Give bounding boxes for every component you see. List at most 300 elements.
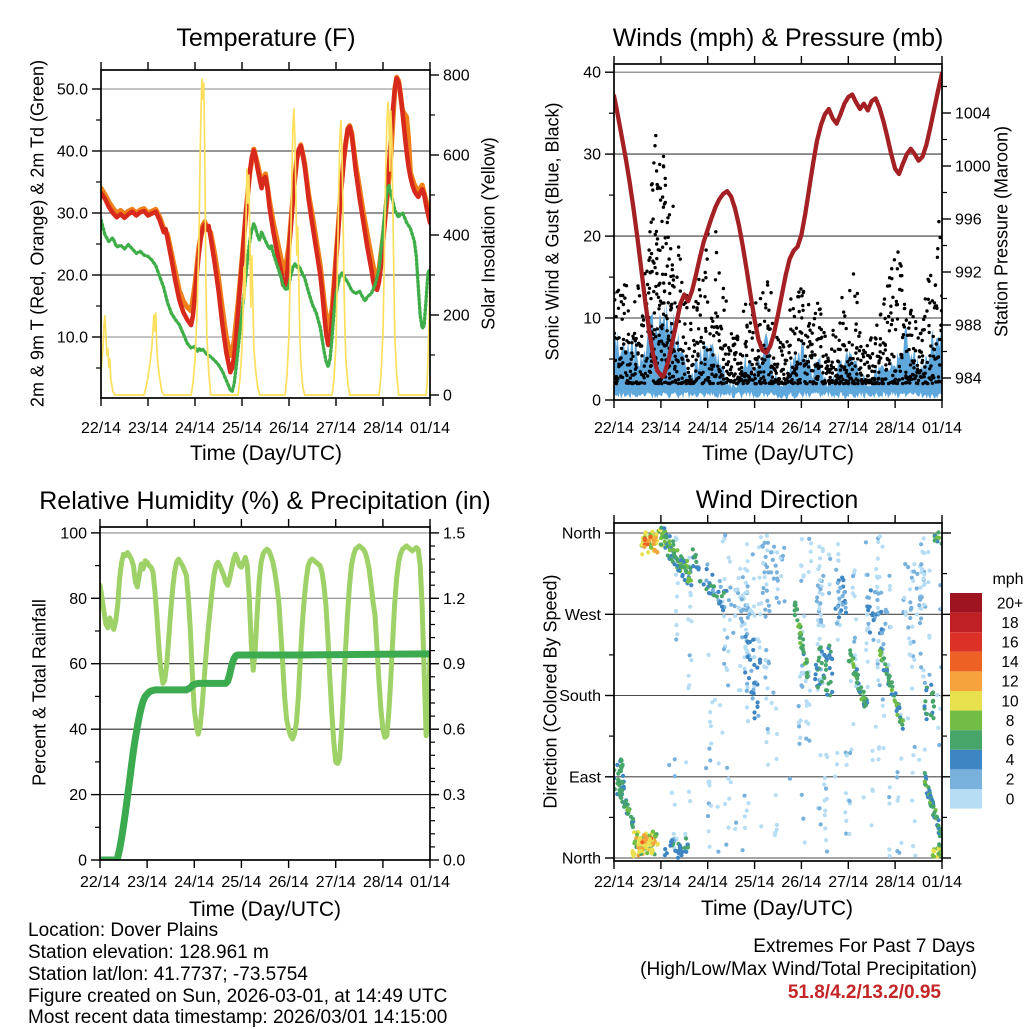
gust-dot — [866, 344, 869, 347]
gust-dot — [764, 306, 767, 309]
wind-dot — [745, 542, 749, 546]
gust-dot — [677, 378, 680, 381]
gust-dot — [665, 329, 668, 332]
pressure-right-axis-label: Station Pressure (Maroon) — [991, 125, 1012, 338]
footer-data-timestamp: Most recent data timestamp: 2026/03/01 14:15:00 — [28, 1007, 448, 1028]
gust-dot — [924, 297, 927, 300]
wind-dot — [932, 810, 936, 814]
wind-dot — [919, 562, 923, 566]
gust-dot — [683, 322, 686, 325]
wind-dot — [797, 721, 801, 725]
gust-dot — [622, 342, 625, 345]
wind-dot — [874, 725, 878, 729]
gust-dot — [807, 365, 810, 368]
gust-dot — [877, 382, 880, 385]
gust-dot — [640, 344, 643, 347]
gust-dot — [927, 324, 930, 327]
wind-dot — [741, 575, 745, 579]
gust-dot — [802, 359, 805, 362]
gust-dot — [934, 284, 937, 287]
wind-dot — [841, 602, 845, 606]
wind-dot — [635, 833, 639, 837]
gust-dot — [795, 327, 798, 330]
gust-dot — [622, 338, 625, 341]
gust-dot — [634, 372, 637, 375]
gust-dot — [887, 315, 890, 318]
wind-dot — [887, 847, 891, 851]
gust-dot — [650, 364, 653, 367]
gust-dot — [755, 358, 758, 361]
wind-dot — [752, 681, 756, 685]
wind-dot — [847, 832, 851, 836]
gust-dot — [890, 323, 893, 326]
gust-dot — [902, 333, 905, 336]
gust-dot — [811, 331, 814, 334]
wind-dot — [752, 691, 756, 695]
wind-dot — [679, 558, 683, 562]
wind-dot — [930, 692, 934, 696]
wind-dot — [684, 760, 688, 764]
wind-dot — [866, 573, 870, 577]
gust-dot — [914, 349, 917, 352]
wind-dot — [775, 757, 779, 761]
wind-dot — [704, 766, 708, 770]
wind-dot — [816, 659, 820, 663]
x-tick-label: 23/14 — [127, 420, 169, 437]
wind-dot — [937, 743, 941, 747]
gust-dot — [704, 248, 707, 251]
wind-dot — [866, 608, 870, 612]
wind-dot — [687, 790, 691, 794]
wind-dot — [867, 596, 871, 600]
wind-dot — [675, 632, 679, 636]
wind-dot — [818, 806, 822, 810]
wind-dot — [887, 801, 891, 805]
gust-dot — [811, 369, 814, 372]
wind-dot — [659, 543, 663, 547]
wind-dot — [651, 830, 655, 834]
wind-dot — [901, 719, 905, 723]
gust-dot — [852, 272, 855, 275]
gust-dot — [691, 355, 694, 358]
wind-dot — [827, 553, 831, 557]
wind-dot — [848, 799, 852, 803]
left-tick-label: 40.0 — [56, 143, 88, 161]
gust-dot — [813, 353, 816, 356]
wind-dot — [828, 582, 832, 586]
wind-dot — [823, 776, 827, 780]
wind-dot — [821, 574, 825, 578]
gust-dot — [904, 371, 907, 374]
wind-dot — [926, 550, 930, 554]
wind-dot — [808, 689, 812, 693]
gust-dot — [730, 365, 733, 368]
wind-dot — [747, 676, 751, 680]
gust-dot — [714, 373, 717, 376]
gust-dot — [879, 356, 882, 359]
gust-dot — [857, 335, 860, 338]
wind-dot — [877, 575, 881, 579]
gust-dot — [721, 374, 724, 377]
gust-dot — [655, 292, 658, 295]
gust-dot — [621, 361, 624, 364]
wind-dot — [926, 580, 930, 584]
wind-dot — [721, 608, 725, 612]
wind-dot — [829, 680, 833, 684]
wind-dot — [755, 666, 759, 670]
gust-dot — [932, 335, 935, 338]
humidity_precip-panel — [60, 519, 465, 891]
gust-dot — [679, 257, 682, 260]
wind-dot — [741, 848, 745, 852]
gust-dot — [657, 296, 660, 299]
gust-dot — [785, 340, 788, 343]
gust-dot — [716, 382, 719, 385]
gust-dot — [907, 348, 910, 351]
x-tick-label: 24/14 — [174, 420, 216, 437]
gust-dot — [638, 294, 641, 297]
gust-dot — [893, 258, 896, 261]
left-tick-label: 0 — [78, 852, 87, 870]
x-tick-label: 22/14 — [80, 420, 122, 437]
gust-dot — [903, 303, 906, 306]
gust-dot — [822, 331, 825, 334]
gust-dot — [875, 324, 878, 327]
gust-dot — [692, 305, 695, 308]
wind-dot — [872, 618, 876, 622]
gust-dot — [900, 356, 903, 359]
gust-dot — [623, 296, 626, 299]
wind-dot — [902, 596, 906, 600]
gust-dot — [938, 338, 941, 341]
right-tick-label: 0.9 — [443, 656, 466, 674]
wind-dot — [923, 681, 927, 685]
wind-dot — [911, 753, 915, 757]
gust-dot — [686, 367, 689, 370]
wind-dot — [774, 564, 778, 568]
gust-dot — [744, 345, 747, 348]
wind-dot — [674, 623, 678, 627]
gust-dot — [745, 354, 748, 357]
wind-dot — [816, 567, 820, 571]
gust-dot — [620, 347, 623, 350]
wind-dot — [738, 664, 742, 668]
wind-dot — [930, 798, 934, 802]
wind-dot — [890, 692, 894, 696]
wind-dot — [933, 538, 937, 542]
wind-dot — [766, 731, 770, 735]
speed-colorbar-legend — [950, 593, 1023, 809]
gust-dot — [667, 236, 670, 239]
wind-dot — [895, 775, 899, 779]
gust-dot — [808, 322, 811, 325]
wind-dot — [770, 701, 774, 705]
wind-dot — [676, 568, 680, 572]
wind-dot — [815, 599, 819, 603]
wind-dot — [708, 720, 712, 724]
wind-dot — [827, 591, 831, 595]
gust-dot — [631, 355, 634, 358]
2m_temperature_red-line — [101, 78, 430, 372]
wind-dot — [643, 538, 647, 542]
gust-dot — [914, 327, 917, 330]
wind-dot — [734, 821, 738, 825]
gust-dot — [623, 312, 626, 315]
wind-dot — [709, 804, 713, 808]
gust-dot — [824, 335, 827, 338]
wind-dot — [876, 557, 880, 561]
gust-dot — [884, 377, 887, 380]
solar-right-axis-label: Solar Insolation (Yellow) — [478, 137, 499, 330]
wind-dot — [889, 625, 893, 629]
gust-dot — [660, 220, 663, 223]
wind-dot — [716, 850, 720, 854]
gust-dot — [879, 337, 882, 340]
wind-dot — [918, 621, 922, 625]
gust-dot — [712, 382, 715, 385]
wind-dot — [878, 653, 882, 657]
wind-dot — [895, 713, 899, 717]
gust-dot — [772, 356, 775, 359]
wind-dot — [880, 631, 884, 635]
wind-dot — [709, 724, 713, 728]
wind-dot — [912, 658, 916, 662]
gust-dot — [778, 377, 781, 380]
gust-dot — [734, 351, 737, 354]
wind-dot — [679, 554, 683, 558]
gust-dot — [853, 295, 856, 298]
gust-dot — [657, 307, 660, 310]
gust-dot — [929, 364, 932, 367]
gust-dot — [703, 363, 706, 366]
wind-dot — [836, 590, 840, 594]
wind-dot — [793, 603, 797, 607]
gust-dot — [848, 341, 851, 344]
wind-dot — [871, 758, 875, 762]
gust-dot — [888, 362, 891, 365]
gust-dot — [874, 365, 877, 368]
wind-dot — [818, 601, 822, 605]
gust-dot — [652, 290, 655, 293]
wind-dot — [897, 851, 901, 855]
legend-swatch — [950, 711, 982, 731]
left-tick-label: 80 — [69, 590, 87, 608]
gust-dot — [741, 354, 744, 357]
gust-dot — [718, 271, 721, 274]
gust-dot — [736, 336, 739, 339]
gust-dot — [654, 233, 657, 236]
wind-dot — [723, 533, 727, 537]
gust-dot — [911, 315, 914, 318]
legend-entry-label: 16 — [1001, 634, 1019, 652]
legend-swatch — [950, 671, 982, 691]
wind-dot — [618, 783, 622, 787]
wind-dot — [694, 560, 698, 564]
gust-dot — [831, 361, 834, 364]
gust-dot — [837, 360, 840, 363]
wind-dot — [708, 758, 712, 762]
wind_direction-content — [612, 526, 944, 860]
wind-dot — [646, 550, 650, 554]
wind-dot — [640, 552, 644, 556]
gust-dot — [905, 319, 908, 322]
wind-dot — [899, 841, 903, 845]
gust-dot — [864, 351, 867, 354]
gust-dot — [835, 379, 838, 382]
temperature-left-axis-label: 2m & 9m T (Red, Orange) & 2m Td (Green) — [27, 59, 48, 408]
gust-dot — [696, 354, 699, 357]
gust-dot — [856, 292, 859, 295]
wind-dot — [932, 855, 936, 859]
gust-dot — [654, 335, 657, 338]
gust-dot — [789, 356, 792, 359]
gust-dot — [766, 283, 769, 286]
gust-dot — [622, 303, 625, 306]
wind-dot — [866, 660, 870, 664]
gust-dot — [684, 381, 687, 384]
wind-dot — [843, 810, 847, 814]
wind-dot — [638, 836, 642, 840]
gust-dot — [722, 358, 725, 361]
gust-dot — [797, 338, 800, 341]
gust-dot — [707, 376, 710, 379]
gust-dot — [706, 300, 709, 303]
gust-dot — [762, 370, 765, 373]
wind-dot — [880, 627, 884, 631]
wind-dot — [853, 568, 857, 572]
wind-dot — [906, 625, 910, 629]
wind-dot — [793, 613, 797, 617]
wind-dot — [830, 657, 834, 661]
wind-dot — [687, 683, 691, 687]
gust-dot — [652, 161, 655, 164]
gust-dot — [923, 315, 926, 318]
wind-dot — [825, 693, 829, 697]
wind-dot — [896, 795, 900, 799]
wind-dot — [682, 565, 686, 569]
wind-dot — [908, 616, 912, 620]
gust-dot — [649, 371, 652, 374]
gust-dot — [810, 356, 813, 359]
wind-dot — [836, 552, 840, 556]
wind-dot — [851, 574, 855, 578]
gust-dot — [629, 370, 632, 373]
wind-dot — [908, 600, 912, 604]
wind-dot — [752, 710, 756, 714]
wind-dot — [622, 805, 626, 809]
gust-dot — [712, 364, 715, 367]
wind-dot — [828, 666, 832, 670]
wind-dot — [878, 649, 882, 653]
gust-dot — [819, 345, 822, 348]
wind-dot — [881, 642, 885, 646]
wind-dot — [751, 552, 755, 556]
wind-dot — [836, 559, 840, 563]
wind-dot — [870, 788, 874, 792]
wind-dot — [746, 559, 750, 563]
gust-dot — [645, 270, 648, 273]
gust-dot — [648, 287, 651, 290]
wind-dot — [817, 647, 821, 651]
gust-dot — [675, 276, 678, 279]
wind-dot — [642, 545, 646, 549]
gust-dot — [870, 336, 873, 339]
wind-dot — [818, 753, 822, 757]
wind-dot — [687, 571, 691, 575]
wind-dot — [707, 653, 711, 657]
gust-dot — [670, 322, 673, 325]
wind-dot — [922, 551, 926, 555]
gust-dot — [681, 349, 684, 352]
gust-dot — [799, 362, 802, 365]
wind-dot — [691, 547, 695, 551]
gust-dot — [693, 343, 696, 346]
wind-dot — [824, 663, 828, 667]
gust-dot — [744, 303, 747, 306]
gust-dot — [898, 365, 901, 368]
wind-dot — [828, 557, 832, 561]
wind-dot — [922, 603, 926, 607]
gust-dot — [745, 324, 748, 327]
wind-dot — [748, 608, 752, 612]
wind-dot — [876, 665, 880, 669]
gust-dot — [669, 247, 672, 250]
wind-dot — [654, 549, 658, 553]
gust-dot — [910, 378, 913, 381]
gust-dot — [672, 285, 675, 288]
gust-dot — [839, 348, 842, 351]
gust-dot — [900, 289, 903, 292]
gust-dot — [697, 327, 700, 330]
wind-dot — [911, 579, 915, 583]
gust-dot — [820, 336, 823, 339]
gust-dot — [896, 250, 899, 253]
gust-dot — [851, 357, 854, 360]
wind-dot — [774, 793, 778, 797]
gust-dot — [709, 348, 712, 351]
gust-dot — [758, 365, 761, 368]
gust-dot — [695, 358, 698, 361]
gust-dot — [776, 363, 779, 366]
legend-entry-label: 6 — [1005, 732, 1015, 750]
gust-dot — [674, 355, 677, 358]
gust-dot — [740, 366, 743, 369]
gust-dot — [921, 339, 924, 342]
wind-dot — [767, 661, 771, 665]
wind-dot — [894, 691, 898, 695]
wind-dot — [836, 638, 840, 642]
wind-dot — [819, 620, 823, 624]
gust-dot — [665, 344, 668, 347]
gust-dot — [802, 290, 805, 293]
wind-dot — [769, 550, 773, 554]
wind-dot — [920, 567, 924, 571]
wind-dot — [903, 562, 907, 566]
wind-dot — [937, 843, 941, 847]
wind-dot — [909, 608, 913, 612]
x-tick-label: 23/14 — [640, 420, 681, 437]
right-tick-label: 400 — [443, 227, 470, 245]
gust-dot — [725, 299, 728, 302]
wind-dot — [745, 569, 749, 573]
gust-dot — [655, 169, 658, 172]
wind-dot — [733, 614, 737, 618]
wind-dot — [642, 833, 646, 837]
gust-dot — [775, 372, 778, 375]
gust-dot — [697, 376, 700, 379]
gust-dot — [688, 375, 691, 378]
gust-dot — [922, 318, 925, 321]
